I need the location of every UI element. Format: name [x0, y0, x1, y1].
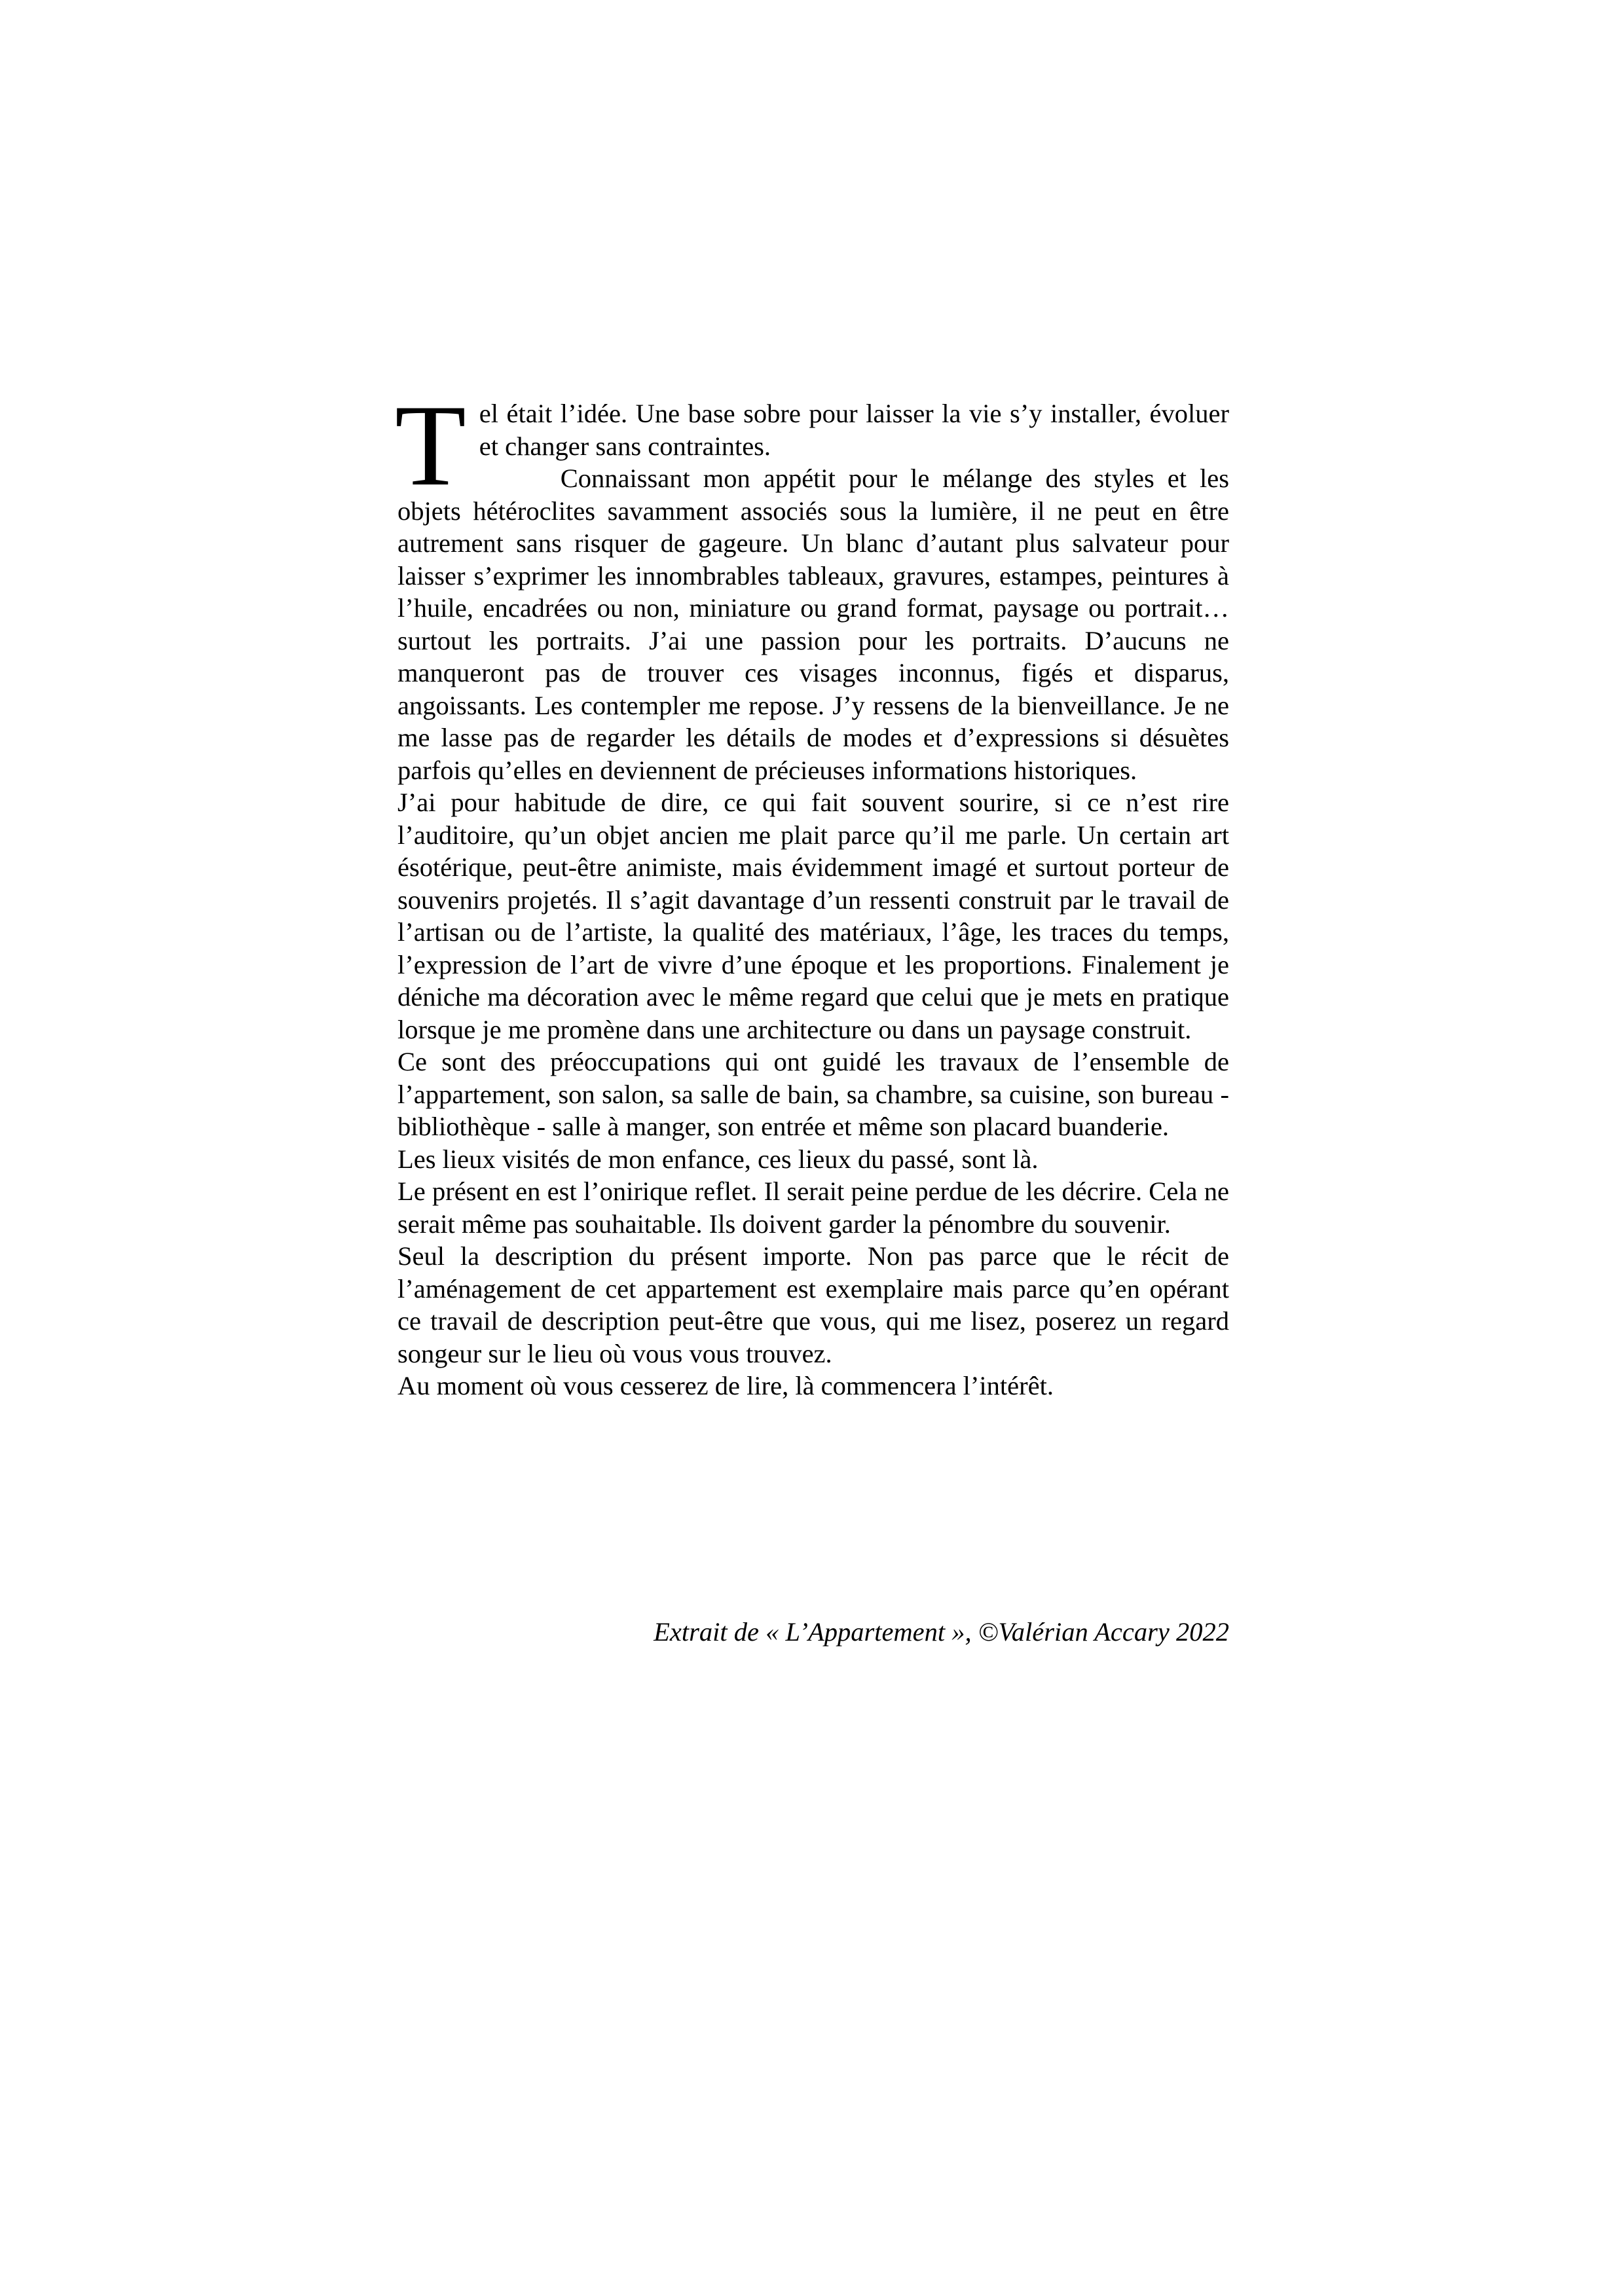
body-text: [395, 380, 1229, 1402]
paragraph-8: Au moment où vous cesserez de lire, là commencera l’intérêt.: [397, 1371, 1054, 1400]
paragraph-5: Les lieux visités de mon enfance, ces lieux du passé, sont là.: [397, 1144, 1039, 1174]
paragraph-6: Le présent en est l’onirique reflet. Il serait peine perdue de les décrire. Cela ne serait même pas souhaitable. Ils doivent garder la pénombre du souvenir.: [397, 1176, 1229, 1239]
paragraph-7: Seul la description du présent importe. Non pas parce que le récit de l’aménagement de cet appartement est exemplaire mais parce qu’en opérant ce travail de description peut-être que vous, qui me lisez, poserez un regard songeur sur le lieu où vous vous trouvez.: [397, 1241, 1229, 1368]
paragraph-1: [395, 380, 1229, 510]
paragraph-2: Connaissant mon appétit pour le mélange des styles et les objets hétéroclites savamment associés sous la lumière, il ne peut en être autrement sans risquer de gageure. Un blanc d’autant plus salvateur pour laisser s’exprimer les innombrables tableaux, gravures, estampes, peintures à l’huile, encadrées ou non, miniature ou grand format, paysage ou portrait… surtout les portraits. J’ai une passion pour les portraits. D’aucuns ne manqueront pas de trouver ces visages inconnus, figés et disparus, angoissants. Les contempler me repose. J’y ressens de la bienveillance. Je ne me lasse pas de regarder les détails de modes et d’expressions si désuètes parfois qu’elles en deviennent de précieuses informations historiques.: [397, 464, 1229, 785]
source-credit: Extrait de « L’Appartement », ©Valérian Accary 2022: [654, 1617, 1229, 1647]
paragraph-1-text: el était l’idée. Une base sobre pour laisser la vie s’y installer, évoluer et changer sans contraintes.: [479, 399, 1229, 461]
paragraph-4: Ce sont des préoccupations qui ont guidé les travaux de l’ensemble de l’appartement, son salon, sa salle de bain, sa chambre, sa cuisine, son bureau - bibliothèque - salle à manger, son entrée et même son placard buanderie.: [397, 1047, 1229, 1141]
drop-cap: T: [395, 380, 466, 510]
paragraph-3: J’ai pour habitude de dire, ce qui fait souvent sourire, si ce n’est rire l’auditoire, qu’un objet ancien me plait parce qu’il me parle. Un certain art ésotérique, peut-être animiste, mais évidemment imagé et surtout porteur de souvenirs projetés. Il s’agit davantage d’un ressenti construit par le travail de l’artisan ou de l’artiste, la qualité des matériaux, l’âge, les traces du temps, l’expression de l’art de vivre d’une époque et les proportions. Finalement je déniche ma décoration avec le même regard que celui que je mets en pratique lorsque je me promène dans une architecture ou dans un paysage construit.: [397, 788, 1229, 1044]
